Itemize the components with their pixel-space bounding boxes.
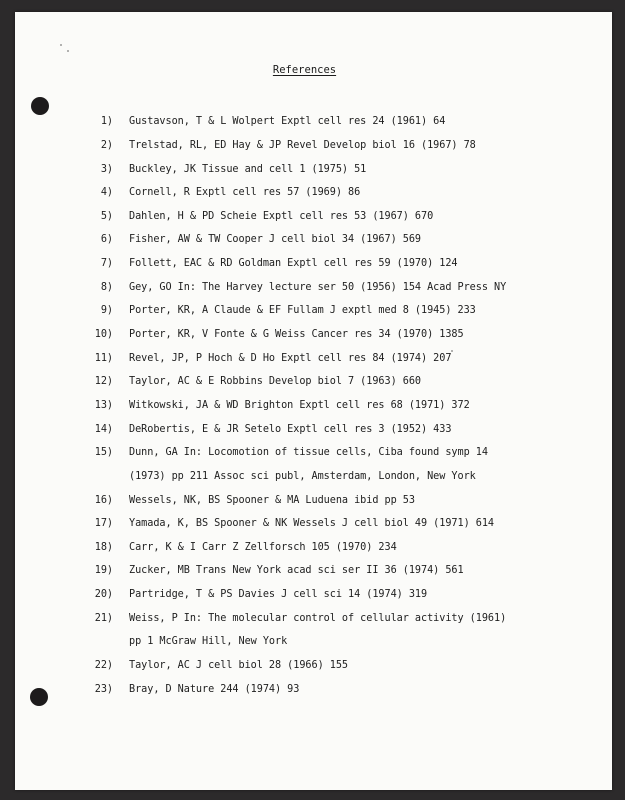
- reference-number: 18): [94, 542, 113, 553]
- reference-text: Trelstad, RL, ED Hay & JP Revel Develop biol 16 (1967) 78: [129, 140, 476, 151]
- reference-number: 23): [94, 684, 113, 695]
- reference-number: 11): [94, 353, 113, 364]
- reference-number: 20): [94, 589, 113, 600]
- reference-text: Bray, D Nature 244 (1974) 93: [129, 684, 300, 695]
- reference-number: 3): [100, 164, 113, 175]
- reference-text: Gustavson, T & L Wolpert Exptl cell res 24 (1961) 64: [129, 116, 446, 127]
- reference-number: 14): [94, 424, 113, 435]
- reference-text: Buckley, JK Tissue and cell 1 (1975) 51: [129, 164, 367, 175]
- reference-number: 19): [94, 565, 113, 576]
- reference-text: Carr, K & I Carr Z Zellforsch 105 (1970) 234: [129, 542, 397, 553]
- reference-text: Porter, KR, V Fonte & G Weiss Cancer res 34 (1970) 1385: [129, 329, 464, 340]
- reference-text: Dahlen, H & PD Scheie Exptl cell res 53 (1967) 670: [129, 211, 434, 222]
- reference-text: Wessels, NK, BS Spooner & MA Luduena ibid pp 53: [129, 495, 415, 506]
- reference-number: 9): [100, 305, 113, 316]
- reference-text: Revel, JP, P Hoch & D Ho Exptl cell res 84 (1974) 207: [129, 353, 452, 364]
- reference-number: 8): [100, 282, 113, 293]
- reference-list: [15, 12, 612, 790]
- reference-text: Yamada, K, BS Spooner & NK Wessels J cell biol 49 (1971) 614: [129, 518, 495, 529]
- reference-text: Gey, GO In: The Harvey lecture ser 50 (1956) 154 Acad Press NY: [129, 282, 507, 293]
- reference-number: 1): [100, 116, 113, 127]
- reference-number: 6): [100, 234, 113, 245]
- reference-text: Taylor, AC J cell biol 28 (1966) 155: [129, 660, 349, 671]
- reference-number: 2): [100, 140, 113, 151]
- reference-number: 17): [94, 518, 113, 529]
- reference-text: Fisher, AW & TW Cooper J cell biol 34 (1967) 569: [129, 234, 422, 245]
- reference-number: 7): [100, 258, 113, 269]
- reference-text: Cornell, R Exptl cell res 57 (1969) 86: [129, 187, 361, 198]
- reference-number: 12): [94, 376, 113, 387]
- reference-number: 15): [94, 447, 113, 458]
- reference-text: Dunn, GA In: Locomotion of tissue cells, Ciba found symp 14: [129, 447, 488, 458]
- reference-number: 22): [94, 660, 113, 671]
- reference-text: Follett, EAC & RD Goldman Exptl cell res 59 (1970) 124: [129, 258, 458, 269]
- document-page: [15, 12, 612, 790]
- reference-number: 16): [94, 495, 113, 506]
- reference-text: DeRobertis, E & JR Setelo Exptl cell res 3 (1952) 433: [129, 424, 452, 435]
- reference-text: Porter, KR, A Claude & EF Fullam J exptl med 8 (1945) 233: [129, 305, 476, 316]
- reference-number: 10): [94, 329, 113, 340]
- reference-text: Zucker, MB Trans New York acad sci ser II 36 (1974) 561: [129, 565, 464, 576]
- reference-number: 21): [94, 613, 113, 624]
- reference-text: (1973) pp 211 Assoc sci publ, Amsterdam, London, New York: [129, 471, 476, 482]
- reference-number: 5): [100, 211, 113, 222]
- reference-number: 13): [94, 400, 113, 411]
- reference-text: Witkowski, JA & WD Brighton Exptl cell res 68 (1971) 372: [129, 400, 470, 411]
- page-title: References: [272, 64, 337, 76]
- reference-text: Weiss, P In: The molecular control of cellular activity (1961): [129, 613, 507, 624]
- reference-text: pp 1 McGraw Hill, New York: [129, 636, 288, 647]
- reference-text: Taylor, AC & E Robbins Develop biol 7 (1963) 660: [129, 376, 422, 387]
- reference-text: Partridge, T & PS Davies J cell sci 14 (1974) 319: [129, 589, 428, 600]
- reference-number: 4): [100, 187, 113, 198]
